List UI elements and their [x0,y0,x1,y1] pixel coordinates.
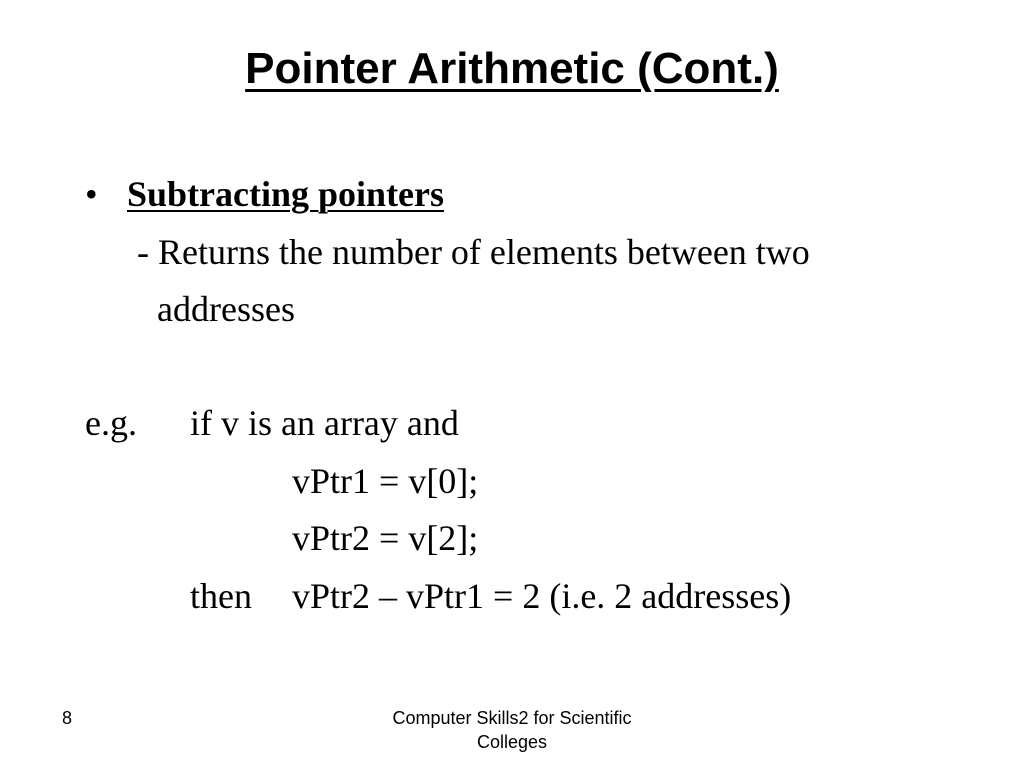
code-line-2: vPtr2 = v[2]; [292,518,479,558]
example-label: e.g. [85,403,137,443]
result-line: vPtr2 – vPtr1 = 2 (i.e. 2 addresses) [292,576,792,616]
slide-title: Pointer Arithmetic (Cont.) [245,44,779,93]
bullet-heading: Subtracting pointers [127,174,445,214]
example-condition: if v is an array and [190,403,459,443]
bullet-icon: • [85,174,98,214]
footer-course-line-1: Computer Skills2 for Scientific [392,708,632,728]
description-line-1: - Returns the number of elements between two [137,232,810,272]
footer-course [312,706,712,754]
page-number: 8 [62,708,73,728]
footer-course-line-2: Colleges [476,732,548,752]
code-line-1: vPtr1 = v[0]; [292,461,479,501]
description-line-2: addresses [157,289,295,329]
then-label: then [190,576,252,616]
